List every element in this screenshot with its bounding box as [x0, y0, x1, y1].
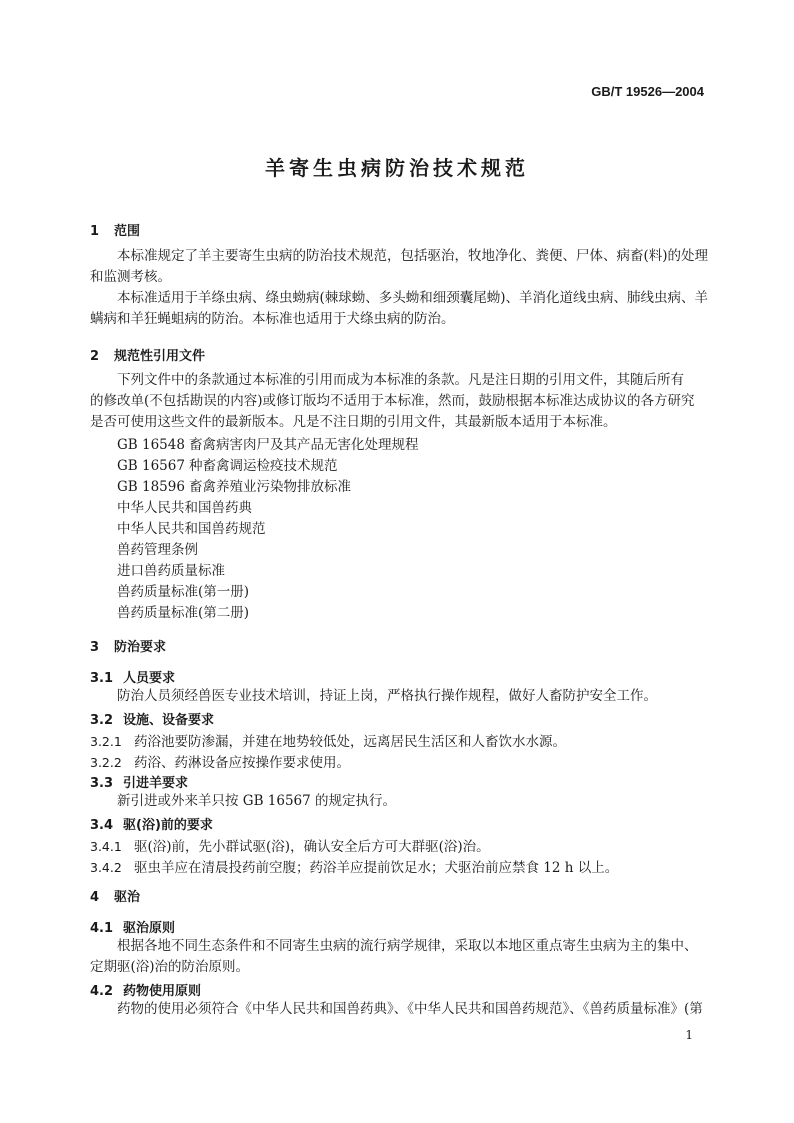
section-title: 驱(浴)前的要求	[123, 818, 213, 833]
clause-text: 驱虫羊应在清晨投药前空腹；药浴羊应提前饮足水；犬驱治前应禁食 12 h 以上。	[134, 860, 619, 876]
clause-3-2-2	[90, 751, 350, 771]
reference-item	[117, 454, 338, 474]
clause-text: 药浴、药淋设备应按操作要求使用。	[134, 755, 350, 771]
section-number: 3.1	[90, 671, 114, 686]
reference-code: GB 16548	[117, 437, 185, 453]
reference-doc: 中华人民共和国兽药规范	[117, 521, 266, 537]
clause-3-4-2	[90, 856, 618, 876]
paragraph-line: 下列文件中的条款通过本标准的引用而成为本标准的条款。凡是注日期的引用文件，其随后所有	[117, 372, 684, 388]
reference-doc: 兽药管理条例	[117, 542, 198, 558]
reference-code: GB 18596	[117, 479, 185, 495]
reference-code: GB 16567	[117, 458, 185, 474]
section-number: 3.2	[90, 713, 114, 728]
section-1-heading	[90, 220, 140, 239]
paragraph-line: 螨病和羊狂蝇蛆病的防治。本标准也适用于犬绦虫病的防治。	[90, 311, 455, 327]
paragraph-line: 新引进或外来羊只按 GB 16567 的规定执行。	[117, 793, 397, 809]
section-title: 范围	[114, 224, 141, 239]
clause-number: 3.4.2	[90, 860, 122, 875]
reference-doc: 进口兽药质量标准	[117, 563, 225, 579]
clause-text: 驱(浴)前，先小群试驱(浴)，确认安全后方可大群驱(浴)治。	[134, 839, 490, 855]
section-number: 2	[90, 349, 100, 364]
subsection-3-4-heading	[90, 814, 213, 833]
reference-doc: 兽药质量标准(第一册)	[117, 584, 250, 600]
reference-name: 种畜禽调运检疫技术规范	[189, 458, 338, 474]
subsection-3-3-heading	[90, 772, 188, 791]
page-number: 1	[685, 1028, 693, 1042]
section-title: 引进羊要求	[123, 776, 189, 791]
section-title: 设施、设备要求	[123, 713, 215, 728]
paragraph-line: 本标准适用于羊绦虫病、绦虫蚴病(棘球蚴、多头蚴和细颈囊尾蚴)、羊消化道线虫病、肺线虫病、羊	[117, 290, 709, 306]
section-title: 驱治原则	[123, 921, 176, 936]
paragraph-line: 防治人员须经兽医专业技术培训，持证上岗，严格执行操作规程，做好人畜防护安全工作。	[117, 688, 657, 704]
clause-number: 3.2.1	[90, 734, 122, 749]
section-title: 人员要求	[123, 671, 176, 686]
document-title: 羊寄生虫病防治技术规范	[265, 156, 529, 180]
section-4-heading	[90, 886, 140, 905]
section-number: 3.4	[90, 818, 114, 833]
section-title: 驱治	[114, 890, 141, 905]
subsection-4-2-heading	[90, 980, 201, 999]
section-number: 3.3	[90, 776, 114, 791]
section-number: 1	[90, 224, 100, 239]
paragraph-line: 是否可使用这些文件的最新版本。凡是不注日期的引用文件，其最新版本适用于本标准。	[90, 414, 617, 430]
section-number: 3	[90, 640, 100, 655]
reference-name: 畜禽病害肉尸及其产品无害化处理规程	[189, 437, 419, 453]
paragraph-line: 本标准规定了羊主要寄生虫病的防治技术规范，包括驱治，牧地净化、粪便、尸体、病畜(料)的处理	[117, 248, 709, 264]
paragraph-line: 的修改单(不包括勘误的内容)或修订版均不适用于本标准，然而，鼓励根据本标准达成协议的各方研究	[90, 393, 695, 409]
reference-item	[117, 475, 351, 495]
section-title: 药物使用原则	[123, 984, 202, 999]
section-number: 4.2	[90, 984, 114, 999]
reference-doc: 中华人民共和国兽药典	[117, 500, 252, 516]
section-number: 4.1	[90, 921, 114, 936]
clause-number: 3.2.2	[90, 755, 122, 770]
paragraph-line: 根据各地不同生态条件和不同寄生虫病的流行病学规律，采取以本地区重点寄生虫病为主的集中、	[117, 938, 698, 954]
clause-text: 药浴池要防渗漏，并建在地势较低处，远离居民生活区和人畜饮水水源。	[134, 734, 566, 750]
subsection-3-1-heading	[90, 667, 175, 686]
clause-number: 3.4.1	[90, 839, 122, 854]
subsection-4-1-heading	[90, 917, 175, 936]
section-number: 4	[90, 890, 100, 905]
section-2-heading	[90, 345, 205, 364]
paragraph-line: 和监测考核。	[90, 269, 171, 285]
reference-item	[117, 433, 419, 453]
clause-3-2-1	[90, 730, 566, 750]
subsection-3-2-heading	[90, 709, 214, 728]
standard-code: GB/T 19526—2004	[591, 84, 704, 99]
section-title: 规范性引用文件	[114, 349, 206, 364]
paragraph-line: 定期驱(浴)治的防治原则。	[90, 959, 250, 975]
paragraph-line: 药物的使用必须符合《中华人民共和国兽药典》、《中华人民共和国兽药规范》、《兽药质量标准》(第	[117, 1001, 703, 1017]
section-title: 防治要求	[114, 640, 167, 655]
clause-3-4-1	[90, 835, 490, 855]
reference-doc: 兽药质量标准(第二册)	[117, 605, 250, 621]
reference-name: 畜禽养殖业污染物排放标准	[189, 479, 351, 495]
section-3-heading	[90, 636, 166, 655]
